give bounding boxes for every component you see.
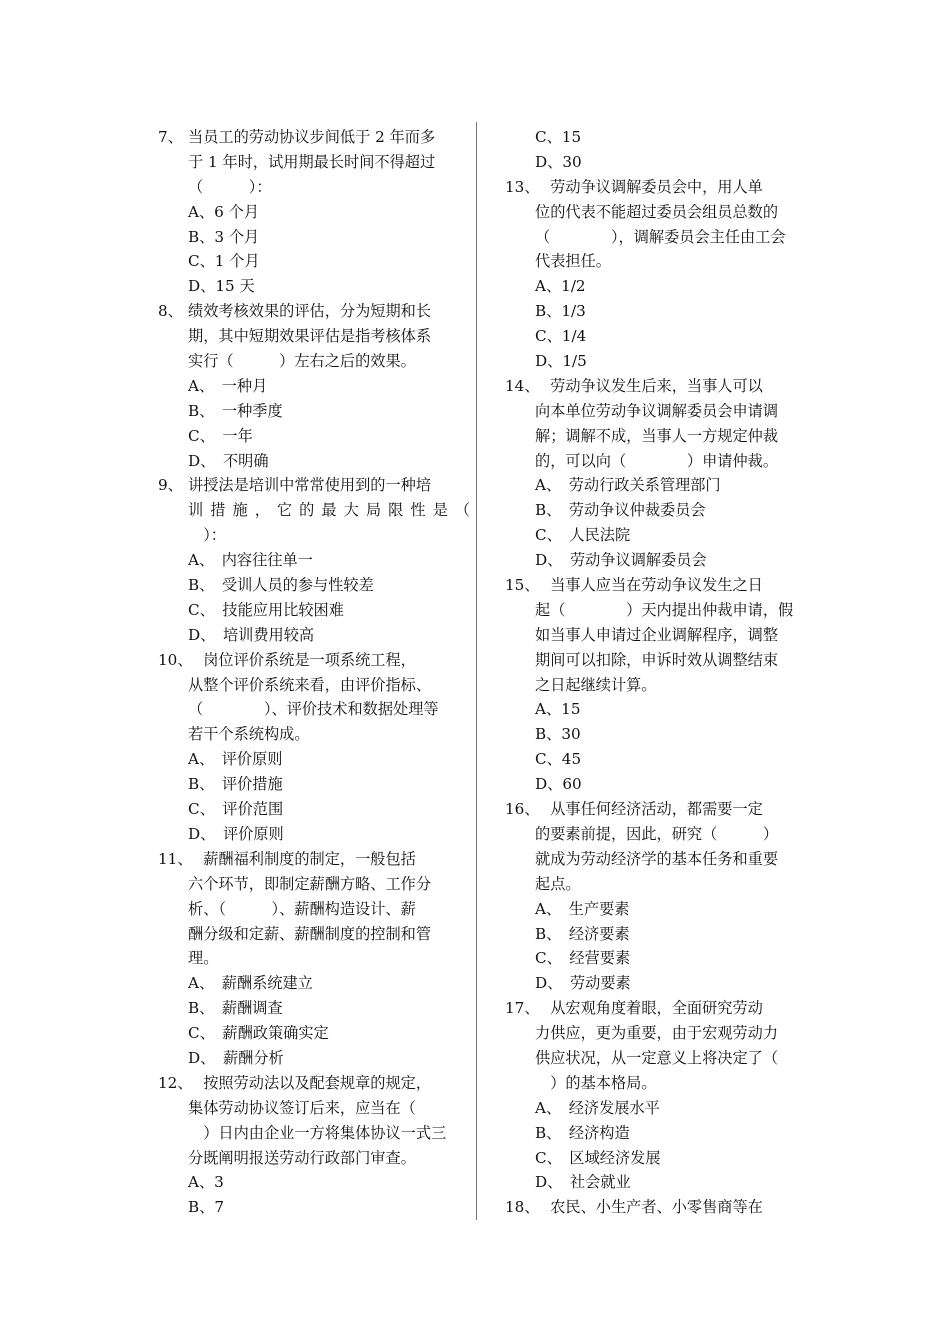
question-continuation: 之日起继续计算。	[535, 675, 657, 694]
answer-option: B、3 个月	[188, 227, 260, 246]
question-number: 13、	[505, 177, 540, 196]
answer-option: A、 生产要素	[535, 899, 630, 918]
left-column	[158, 125, 470, 1220]
question-number: 8、	[158, 302, 183, 321]
question-continuation: （ ），调解委员会主任由工会	[535, 227, 786, 246]
answer-option: D、 不明确	[188, 451, 269, 470]
question-continuation: 于 1 年时，试用期最长时间不得超过	[188, 152, 436, 171]
answer-option: C、 薪酬政策确实定	[188, 1024, 329, 1043]
question-number: 11、	[158, 849, 193, 868]
answer-option: D、30	[535, 152, 582, 171]
question-text: 当事人应当在劳动争议发生之日	[535, 576, 763, 595]
answer-option: C、 人民法院	[535, 526, 631, 545]
question-text: 从事任何经济活动，都需要一定	[535, 800, 763, 819]
question-continuation: 起（ ）天内提出仲裁申请，假	[535, 600, 794, 619]
answer-option: A、 薪酬系统建立	[188, 974, 313, 993]
question-number: 12、	[158, 1073, 193, 1092]
question-continuation: 析、（ ）、薪酬构造设计、薪	[188, 899, 416, 918]
question-text: 从宏观角度着眼，全面研究劳动	[535, 999, 763, 1018]
answer-option: B、 受训人员的参与性较差	[188, 576, 374, 595]
question-first-line	[505, 175, 810, 200]
question-number: 18、	[505, 1198, 540, 1217]
answer-option: D、15 天	[188, 277, 255, 296]
question-number: 16、	[505, 800, 540, 819]
answer-option: C、 一年	[188, 426, 253, 445]
answer-option: A、 劳动行政关系管理部门	[535, 476, 721, 495]
question-continuation: （ ）：	[188, 177, 272, 196]
question-first-line	[505, 996, 810, 1021]
question-number: 17、	[505, 999, 540, 1018]
answer-option: B、7	[188, 1198, 225, 1217]
answer-option: D、1/5	[535, 352, 587, 371]
question-continuation: 如当事人申请过企业调解程序，调整	[535, 625, 778, 644]
answer-option: D、 社会就业	[535, 1173, 631, 1192]
question-text: 劳动争议调解委员会中，用人单	[535, 177, 763, 196]
right-column	[505, 125, 810, 1220]
question-first-line	[505, 797, 810, 822]
question-continuation: 六个环节，即制定薪酬方略、工作分	[188, 874, 431, 893]
question-number: 15、	[505, 576, 540, 595]
answer-option: C、45	[535, 750, 582, 769]
question-first-line	[158, 473, 470, 498]
answer-option: A、1/2	[535, 277, 586, 296]
question-continuation: 实行（ ）左右之后的效果。	[188, 352, 416, 371]
question-continuation: 酬分级和定薪、薪酬制度的控制和管	[188, 924, 431, 943]
answer-option: A、 评价原则	[188, 750, 283, 769]
column-divider	[476, 122, 477, 1220]
question-first-line	[158, 648, 470, 673]
question-first-line	[158, 299, 470, 324]
question-text: 当员工的劳动协议步间低于 2 年而多	[188, 128, 436, 146]
question-continuation: 就成为劳动经济学的基本任务和重要	[535, 849, 778, 868]
question-continuation: （ ）、评价技术和数据处理等	[188, 700, 439, 719]
answer-option: B、 评价措施	[188, 775, 283, 794]
answer-option: B、 薪酬调查	[188, 999, 283, 1018]
question-first-line	[158, 847, 470, 872]
question-text: 劳动争议发生后来，当事人可以	[535, 376, 763, 395]
answer-option: C、15	[535, 128, 582, 146]
question-continuation: 期，其中短期效果评估是指考核体系	[188, 327, 431, 346]
answer-option: C、 技能应用比较困难	[188, 600, 344, 619]
answer-option: A、 一种月	[188, 376, 268, 395]
question-number: 14、	[505, 376, 540, 395]
answer-option: C、1 个月	[188, 252, 260, 271]
answer-option: C、 评价范围	[188, 800, 284, 819]
answer-option: D、 评价原则	[188, 824, 284, 843]
question-continuation: 代表担任。	[535, 252, 611, 271]
answer-option: D、 薪酬分析	[188, 1048, 284, 1067]
question-continuation: 解；调解不成，当事人一方规定仲裁	[535, 426, 778, 445]
question-first-line	[505, 1195, 810, 1220]
question-number: 7、	[158, 128, 183, 146]
question-text: 绩效考核效果的评估，分为短期和长	[188, 302, 431, 321]
question-continuation: 供应状况，从一定意义上将决定了（	[535, 1048, 778, 1067]
question-continuation: 训 措 施 ， 它 的 最 大 局 限 性 是 （	[188, 501, 470, 520]
question-continuation: 从整个评价系统来看，由评价指标、	[188, 675, 431, 694]
question-continuation: ）的基本格局。	[535, 1073, 657, 1092]
question-first-line	[158, 125, 470, 150]
question-number: 9、	[158, 476, 183, 495]
answer-option: D、60	[535, 775, 582, 794]
question-number: 10、	[158, 650, 193, 669]
question-continuation: 理。	[188, 949, 219, 968]
answer-option: C、 区域经济发展	[535, 1148, 661, 1167]
question-text: 讲授法是培训中常常使用到的一种培	[188, 476, 431, 495]
question-first-line	[158, 1071, 470, 1096]
question-continuation: 若干个系统构成。	[188, 725, 310, 744]
question-continuation: 向本单位劳动争议调解委员会申请调	[535, 401, 778, 420]
question-continuation: 力供应，更为重要，由于宏观劳动力	[535, 1024, 778, 1043]
question-continuation: 的，可以向（ ）申请仲裁。	[535, 451, 778, 470]
question-continuation: 的要素前提，因此，研究（ ）	[535, 824, 778, 843]
answer-option: D、 培训费用较高	[188, 625, 315, 644]
answer-option: B、 经济要素	[535, 924, 630, 943]
question-first-line	[505, 374, 810, 399]
question-continuation: ）日内由企业一方将集体协议一式三	[188, 1123, 447, 1142]
answer-option: C、 经营要素	[535, 949, 631, 968]
answer-option: C、1/4	[535, 327, 587, 346]
question-continuation: ）：	[188, 526, 226, 545]
answer-option: A、3	[188, 1173, 224, 1192]
question-text: 薪酬福利制度的制定，一般包括	[188, 849, 416, 868]
answer-option: A、15	[535, 700, 581, 719]
question-text: 岗位评价系统是一项系统工程，	[188, 650, 416, 669]
answer-option: B、 劳动争议仲裁委员会	[535, 501, 706, 520]
question-first-line	[505, 573, 810, 598]
question-continuation: 期间可以扣除，申诉时效从调整结束	[535, 650, 778, 669]
answer-option: D、 劳动争议调解委员会	[535, 551, 707, 570]
answer-option: B、1/3	[535, 302, 586, 321]
answer-option: B、 经济构造	[535, 1123, 630, 1142]
answer-option: D、 劳动要素	[535, 974, 631, 993]
answer-option: B、 一种季度	[188, 401, 283, 420]
answer-option: A、 内容往往单一	[188, 551, 313, 570]
question-text: 按照劳动法以及配套规章的规定，	[188, 1073, 431, 1092]
question-continuation: 集体劳动协议签订后来，应当在（	[188, 1098, 416, 1117]
question-continuation: 分既阐明报送劳动行政部门审查。	[188, 1148, 416, 1167]
answer-option: A、 经济发展水平	[535, 1098, 660, 1117]
question-continuation: 位的代表不能超过委员会组员总数的	[535, 202, 778, 221]
question-text: 农民、小生产者、小零售商等在	[535, 1198, 763, 1217]
question-continuation: 起点。	[535, 874, 581, 893]
answer-option: A、6 个月	[188, 202, 260, 221]
answer-option: B、30	[535, 725, 581, 744]
